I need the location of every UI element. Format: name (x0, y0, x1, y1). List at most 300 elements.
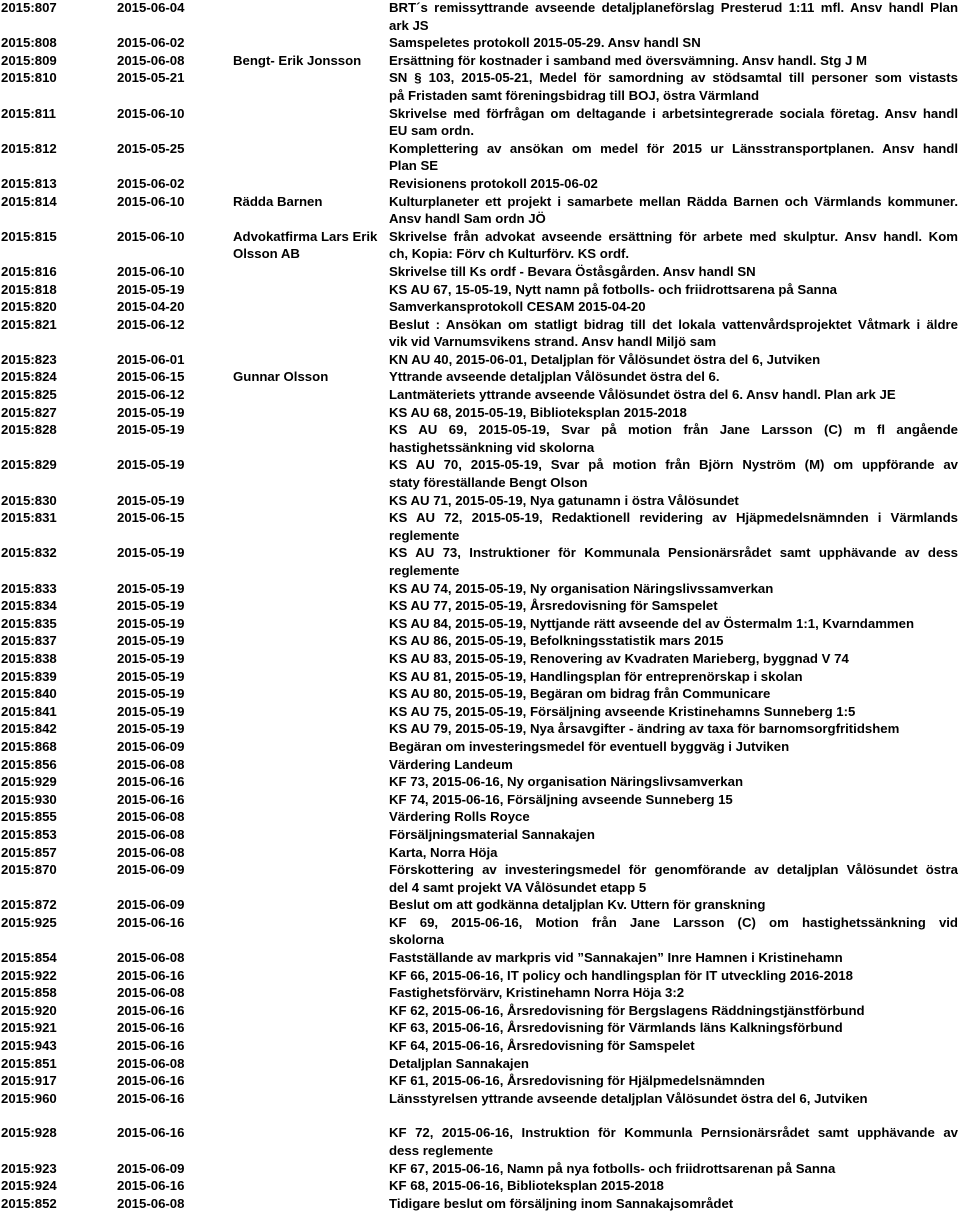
entry-date: 2015-06-16 (117, 967, 185, 983)
sender (233, 914, 389, 949)
diary-number: 2015:814 (1, 193, 57, 209)
diary-number: 2015:841 (1, 703, 57, 719)
entry-date: 2015-06-08 (117, 985, 185, 1001)
diary-number: 2015:834 (1, 598, 57, 614)
subject (389, 193, 960, 228)
sender (233, 263, 389, 281)
subject (389, 949, 960, 967)
diary-number: 2015:855 (1, 809, 57, 825)
entry-date: 2015-06-08 (117, 844, 185, 860)
entry-date: 2015-06-16 (117, 1090, 185, 1106)
sender (233, 228, 389, 263)
diary-number: 2015:809 (1, 52, 57, 68)
subject-line: Skrivelse från advokat avseende ersättning för arbete med skulptur. Ansv handl. Kom (389, 228, 958, 244)
diary-number: 2015:920 (1, 1002, 57, 1018)
diary-number: 2015:838 (1, 650, 57, 666)
register-row (0, 668, 960, 686)
subject-line: dess reglemente (389, 1143, 494, 1158)
register-row (0, 615, 960, 633)
register-row (0, 791, 960, 809)
sender (233, 0, 389, 34)
subject (389, 175, 960, 193)
subject (389, 615, 960, 633)
subject-line: Beslut om att godkänna detaljplan Kv. Uttern för granskning (389, 897, 766, 913)
register-row (0, 281, 960, 299)
register-row (0, 492, 960, 510)
subject-line: skolorna (389, 932, 444, 948)
diary-number: 2015:868 (1, 738, 57, 754)
register-row (0, 738, 960, 756)
sender (233, 52, 389, 70)
subject (389, 826, 960, 844)
entry-date: 2015-05-19 (117, 492, 185, 508)
register-row (0, 316, 960, 351)
diary-number: 2015:872 (1, 897, 57, 913)
entry-date: 2015-06-12 (117, 316, 185, 332)
subject (389, 0, 960, 34)
subject (389, 738, 960, 756)
sender (233, 896, 389, 914)
entry-date: 2015-06-10 (117, 263, 185, 279)
subject-line: KS AU 80, 2015-05-19, Begäran om bidrag från Communicare (389, 686, 771, 702)
subject-line: KS AU 74, 2015-05-19, Ny organisation Näringslivssamverkan (389, 580, 774, 596)
register-row (0, 34, 960, 52)
subject (389, 1090, 960, 1108)
subject-line: Samverkansprotokoll CESAM 2015-04-20 (389, 299, 646, 315)
subject-line: KN AU 40, 2015-06-01, Detaljplan för Vålösundet östra del 6, Jutviken (389, 351, 821, 367)
sender (233, 456, 389, 491)
sender (233, 949, 389, 967)
subject (389, 967, 960, 985)
diary-number: 2015:853 (1, 826, 57, 842)
subject (389, 1072, 960, 1090)
subject (389, 263, 960, 281)
register-row (0, 703, 960, 721)
subject-line: Beslut : Ansökan om statligt bidrag till det lokala vattenvårdsprojektet Våtmark i äldre (389, 316, 958, 332)
sender (233, 861, 389, 896)
register-row (0, 1195, 960, 1212)
subject (389, 34, 960, 52)
entry-date: 2015-05-19 (117, 650, 185, 666)
diary-number: 2015:832 (1, 545, 57, 561)
sender (233, 1002, 389, 1020)
entry-date: 2015-06-15 (117, 369, 185, 385)
subject (389, 1195, 960, 1212)
diary-number: 2015:854 (1, 950, 57, 966)
subject (389, 756, 960, 774)
diary-number: 2015:811 (1, 105, 57, 121)
subject-line: SN § 103, 2015-05-21, Medel för samordning av stödsamtal till personer som vistasts (389, 70, 958, 86)
subject-line: Skrivelse med förfrågan om deltagande i arbetsintegrerade sociala företag. Ansv handl (389, 105, 958, 121)
entry-date: 2015-06-16 (117, 1178, 185, 1194)
entry-date: 2015-06-16 (117, 1020, 185, 1036)
entry-date: 2015-05-19 (117, 633, 185, 649)
sender (233, 756, 389, 774)
sender (233, 1195, 389, 1212)
register-row (0, 105, 960, 140)
sender (233, 1019, 389, 1037)
subject-line: KF 73, 2015-06-16, Ny organisation Näringslivsamverkan (389, 774, 744, 790)
diary-number: 2015:928 (1, 1125, 57, 1141)
register-row (0, 580, 960, 598)
entry-date: 2015-05-19 (117, 580, 185, 596)
subject-line: Länsstyrelsen yttrande avseende detaljplan Vålösundet östra del 6, Jutviken (389, 1090, 868, 1106)
subject-line: KF 61, 2015-06-16, Årsredovisning för Hjälpmedelsnämnden (389, 1073, 765, 1089)
diary-number: 2015:829 (1, 457, 57, 473)
diary-number: 2015:858 (1, 985, 57, 1001)
subject (389, 668, 960, 686)
subject-line: Kulturplaneter ett projekt i samarbete mellan Rädda Barnen och Värmlands kommuner. (389, 193, 958, 209)
subject (389, 368, 960, 386)
subject-line: KF 68, 2015-06-16, Biblioteksplan 2015-2018 (389, 1178, 664, 1194)
sender (233, 492, 389, 510)
sender (233, 632, 389, 650)
entry-date: 2015-06-10 (117, 193, 185, 209)
entry-date: 2015-06-09 (117, 897, 185, 913)
entry-date: 2015-06-16 (117, 791, 185, 807)
entry-date: 2015-04-20 (117, 299, 185, 315)
subject-line: BRT´s remissyttrande avseende detaljplaneförslag Presterud 1:11 mfl. Ansv handl Plan (389, 0, 958, 15)
subject-line: KF 72, 2015-06-16, Instruktion för Kommunla Pernsionärsrådet samt upphävande av (389, 1125, 958, 1141)
entry-date: 2015-05-19 (117, 281, 185, 297)
sender-line: Olsson AB (233, 246, 300, 262)
subject-line: reglemente (389, 563, 460, 578)
subject-line: KS AU 71, 2015-05-19, Nya gatunamn i östra Vålösundet (389, 492, 739, 508)
register-row (0, 896, 960, 914)
subject (389, 791, 960, 809)
sender (233, 808, 389, 826)
subject-line: KS AU 84, 2015-05-19, Nyttjande rätt avseende del av Östermalm 1:1, Kvarndammen (389, 615, 915, 631)
subject (389, 580, 960, 598)
entry-date: 2015-06-10 (117, 105, 185, 121)
subject (389, 720, 960, 738)
subject-line: KS AU 79, 2015-05-19, Nya årsavgifter - ändring av taxa för barnomsorgfritidshem (389, 721, 900, 737)
subject-line: Ersättning för kostnader i samband med översvämning. Ansv handl. Stg J M (389, 52, 868, 68)
subject-line: KS AU 83, 2015-05-19, Renovering av Kvadraten Marieberg, byggnad V 74 (389, 650, 849, 666)
subject-line: staty föreställande Bengt Olson (389, 475, 588, 491)
entry-date: 2015-06-09 (117, 1160, 185, 1176)
register-row (0, 368, 960, 386)
diary-number: 2015:923 (1, 1160, 57, 1176)
subject (389, 685, 960, 703)
diary-number: 2015:960 (1, 1090, 57, 1106)
register-row (0, 984, 960, 1002)
sender (233, 791, 389, 809)
subject-line: KS AU 81, 2015-05-19, Handlingsplan för entreprenörskap i skolan (389, 668, 803, 684)
subject (389, 228, 960, 263)
subject-line: Plan SE (389, 158, 439, 174)
subject-line: Samspeletes protokoll 2015-05-29. Ansv handl SN (389, 35, 701, 51)
diary-number: 2015:815 (1, 228, 57, 244)
entry-date: 2015-06-02 (117, 175, 185, 191)
entry-date: 2015-05-19 (117, 721, 185, 737)
register-row (0, 456, 960, 491)
subject-line: Fastighetsförvärv, Kristinehamn Norra Höja 3:2 (389, 985, 685, 1001)
diary-number: 2015:828 (1, 422, 57, 438)
subject (389, 1160, 960, 1178)
register-row (0, 1055, 960, 1073)
diary-number: 2015:851 (1, 1055, 57, 1071)
entry-date: 2015-05-19 (117, 457, 185, 473)
entry-date: 2015-05-19 (117, 615, 185, 631)
sender (233, 668, 389, 686)
subject-line: KF 63, 2015-06-16, Årsredovisning för Värmlands läns Kalkningsförbund (389, 1020, 843, 1036)
entry-date: 2015-06-08 (117, 756, 185, 772)
diary-number: 2015:833 (1, 580, 57, 596)
diary-number: 2015:943 (1, 1038, 57, 1054)
register-row (0, 421, 960, 456)
sender (233, 844, 389, 862)
sender (233, 967, 389, 985)
diary-number: 2015:857 (1, 844, 57, 860)
sender (233, 34, 389, 52)
entry-date: 2015-06-08 (117, 809, 185, 825)
diary-number: 2015:925 (1, 914, 57, 930)
subject (389, 69, 960, 104)
subject (389, 105, 960, 140)
register-row (0, 1177, 960, 1195)
subject-line: Värdering Rolls Royce (389, 809, 530, 825)
subject-line: Tidigare beslut om försäljning inom Sannakajsområdet (389, 1195, 734, 1211)
diary-number: 2015:917 (1, 1073, 57, 1089)
subject-line: KS AU 72, 2015-05-19, Redaktionell revidering av Hjäpmedelsnämnden i Värmlands (389, 510, 958, 526)
sender (233, 509, 389, 544)
register-row (0, 685, 960, 703)
sender (233, 316, 389, 351)
diary-number: 2015:837 (1, 633, 57, 649)
diary-number: 2015:930 (1, 791, 57, 807)
register-row (0, 1037, 960, 1055)
diary-number: 2015:824 (1, 369, 57, 385)
subject (389, 808, 960, 826)
subject (389, 404, 960, 422)
sender (233, 1072, 389, 1090)
sender (233, 298, 389, 316)
register-row (0, 808, 960, 826)
register-row (0, 351, 960, 369)
entry-date: 2015-05-19 (117, 668, 185, 684)
diary-number: 2015:813 (1, 175, 57, 191)
diary-number: 2015:818 (1, 281, 57, 297)
subject-line: reglemente (389, 527, 460, 543)
diary-number: 2015:840 (1, 686, 57, 702)
subject (389, 984, 960, 1002)
entry-date: 2015-06-16 (117, 1125, 185, 1141)
sender (233, 615, 389, 633)
entry-date: 2015-06-16 (117, 914, 185, 930)
sender (233, 140, 389, 175)
subject-line: Komplettering av ansökan om medel för 2015 ur Länsstransportplanen. Ansv handl (389, 140, 958, 156)
subject (389, 386, 960, 404)
subject-line: del 4 samt projekt VA Vålösundet etapp 5 (389, 879, 647, 895)
subject-line: Försäljningsmaterial Sannakajen (389, 826, 595, 842)
entry-date: 2015-06-02 (117, 35, 185, 51)
sender (233, 368, 389, 386)
sender (233, 597, 389, 615)
subject-line: Karta, Norra Höja (389, 844, 498, 860)
register-row (0, 597, 960, 615)
sender (233, 544, 389, 579)
sender-line: Advokatfirma Lars Erik (233, 228, 378, 244)
diary-number: 2015:825 (1, 387, 57, 403)
subject (389, 421, 960, 456)
sender-line: Gunnar Olsson (233, 369, 329, 385)
diary-number: 2015:924 (1, 1178, 57, 1194)
sender (233, 281, 389, 299)
sender (233, 1124, 389, 1159)
sender (233, 1160, 389, 1178)
subject-line: Förskottering av investeringsmedel för genomförande av detaljplan Vålösundet östra (389, 862, 958, 878)
sender-line: Rädda Barnen (233, 193, 323, 209)
entry-date: 2015-06-15 (117, 510, 185, 526)
register-row (0, 386, 960, 404)
subject (389, 316, 960, 351)
register-row (0, 404, 960, 422)
entry-date: 2015-05-19 (117, 422, 185, 438)
subject (389, 492, 960, 510)
sender (233, 421, 389, 456)
subject (389, 896, 960, 914)
subject-line: Detaljplan Sannakajen (389, 1055, 529, 1071)
register-row (0, 632, 960, 650)
register-row (0, 1160, 960, 1178)
register-row (0, 1072, 960, 1090)
subject-line: vik vid Varnumsvikens strand. Ansv handl Miljö sam (389, 334, 717, 350)
subject-line: Yttrande avseende detaljplan Vålösundet östra del 6. (389, 369, 720, 385)
entry-date: 2015-05-25 (117, 140, 185, 156)
diary-number: 2015:812 (1, 140, 57, 156)
register-row (0, 228, 960, 263)
subject (389, 281, 960, 299)
diary-number: 2015:808 (1, 35, 57, 51)
register-row (0, 844, 960, 862)
diary-number: 2015:810 (1, 70, 57, 86)
entry-date: 2015-06-12 (117, 387, 185, 403)
register-row (0, 298, 960, 316)
register-row (0, 720, 960, 738)
sender (233, 175, 389, 193)
subject-line: KS AU 70, 2015-05-19, Svar på motion från Björn Nyström (M) om uppförande av (389, 457, 958, 473)
sender (233, 1037, 389, 1055)
entry-date: 2015-06-01 (117, 351, 185, 367)
subject (389, 703, 960, 721)
entry-date: 2015-06-16 (117, 1038, 185, 1054)
subject (389, 1124, 960, 1159)
diary-number: 2015:816 (1, 263, 57, 279)
register-row (0, 650, 960, 668)
subject (389, 351, 960, 369)
entry-date: 2015-06-16 (117, 1073, 185, 1089)
sender (233, 650, 389, 668)
sender (233, 105, 389, 140)
sender (233, 69, 389, 104)
diary-number: 2015:827 (1, 404, 57, 420)
sender (233, 386, 389, 404)
entry-date: 2015-06-08 (117, 826, 185, 842)
diary-number: 2015:921 (1, 1020, 57, 1036)
sender-line: Bengt- Erik Jonsson (233, 52, 362, 68)
subject (389, 1002, 960, 1020)
sender (233, 193, 389, 228)
subject (389, 914, 960, 949)
subject (389, 861, 960, 896)
entry-date: 2015-06-08 (117, 52, 185, 68)
register-row (0, 826, 960, 844)
subject-line: KS AU 75, 2015-05-19, Försäljning avseende Kristinehamns Sunneberg 1:5 (389, 703, 856, 719)
subject-line: Ansv handl Sam ordn JÖ (389, 211, 546, 227)
sender (233, 1090, 389, 1108)
diary-number: 2015:823 (1, 351, 57, 367)
subject-line: Begäran om investeringsmedel för eventuell byggväg i Jutviken (389, 738, 790, 754)
subject (389, 298, 960, 316)
subject (389, 1055, 960, 1073)
subject-line: KS AU 86, 2015-05-19, Befolkningsstatistik mars 2015 (389, 633, 724, 649)
subject-line: KF 66, 2015-06-16, IT policy och handlingsplan för IT utveckling 2016-2018 (389, 967, 853, 983)
subject-line: KF 69, 2015-06-16, Motion från Jane Larsson (C) om hastighetssänkning vid (389, 914, 958, 930)
subject (389, 1177, 960, 1195)
subject-line: Skrivelse till Ks ordf - Bevara Öståsgården. Ansv handl SN (389, 263, 756, 279)
register-row (0, 509, 960, 544)
register-row (0, 263, 960, 281)
subject (389, 597, 960, 615)
register-row (0, 1019, 960, 1037)
subject (389, 544, 960, 579)
sender (233, 703, 389, 721)
entry-date: 2015-06-08 (117, 950, 185, 966)
sender (233, 685, 389, 703)
entry-date: 2015-06-16 (117, 1002, 185, 1018)
sender (233, 1177, 389, 1195)
subject-line: KF 67, 2015-06-16, Namn på nya fotbolls- och friidrottsarenan på Sanna (389, 1160, 836, 1176)
register-row (0, 140, 960, 175)
diary-number: 2015:835 (1, 615, 57, 631)
diary-number: 2015:922 (1, 967, 57, 983)
register-row (0, 1124, 960, 1159)
entry-date: 2015-06-16 (117, 774, 185, 790)
register-row (0, 949, 960, 967)
entry-date: 2015-06-08 (117, 1055, 185, 1071)
subject (389, 509, 960, 544)
entry-date: 2015-05-19 (117, 686, 185, 702)
diary-number: 2015:929 (1, 774, 57, 790)
register-row (0, 1002, 960, 1020)
entry-date: 2015-05-19 (117, 404, 185, 420)
subject-line: Fastställande av markpris vid ”Sannakajen” Inre Hamnen i Kristinehamn (389, 950, 843, 966)
subject (389, 650, 960, 668)
entry-date: 2015-06-10 (117, 228, 185, 244)
register-row (0, 544, 960, 579)
subject-line: hastighetssänkning vid skolorna (389, 439, 595, 455)
subject (389, 844, 960, 862)
register-row (0, 175, 960, 193)
diary-number: 2015:839 (1, 668, 57, 684)
subject-line: ch, Kopia: Förv ch Kulturförv. KS ordf. (389, 246, 630, 262)
sender (233, 1055, 389, 1073)
subject-line: Värdering Landeum (389, 756, 513, 772)
subject (389, 632, 960, 650)
diary-number: 2015:831 (1, 510, 57, 526)
subject-line: KS AU 68, 2015-05-19, Biblioteksplan 2015-2018 (389, 404, 687, 420)
entry-date: 2015-06-04 (117, 0, 185, 15)
subject (389, 1037, 960, 1055)
subject-line: KS AU 73, Instruktioner för Kommunala Pensionärsrådet samt upphävande av dess (389, 545, 958, 561)
sender (233, 580, 389, 598)
sender (233, 720, 389, 738)
diary-number: 2015:842 (1, 721, 57, 737)
sender (233, 826, 389, 844)
entry-date: 2015-05-19 (117, 598, 185, 614)
register-row (0, 773, 960, 791)
